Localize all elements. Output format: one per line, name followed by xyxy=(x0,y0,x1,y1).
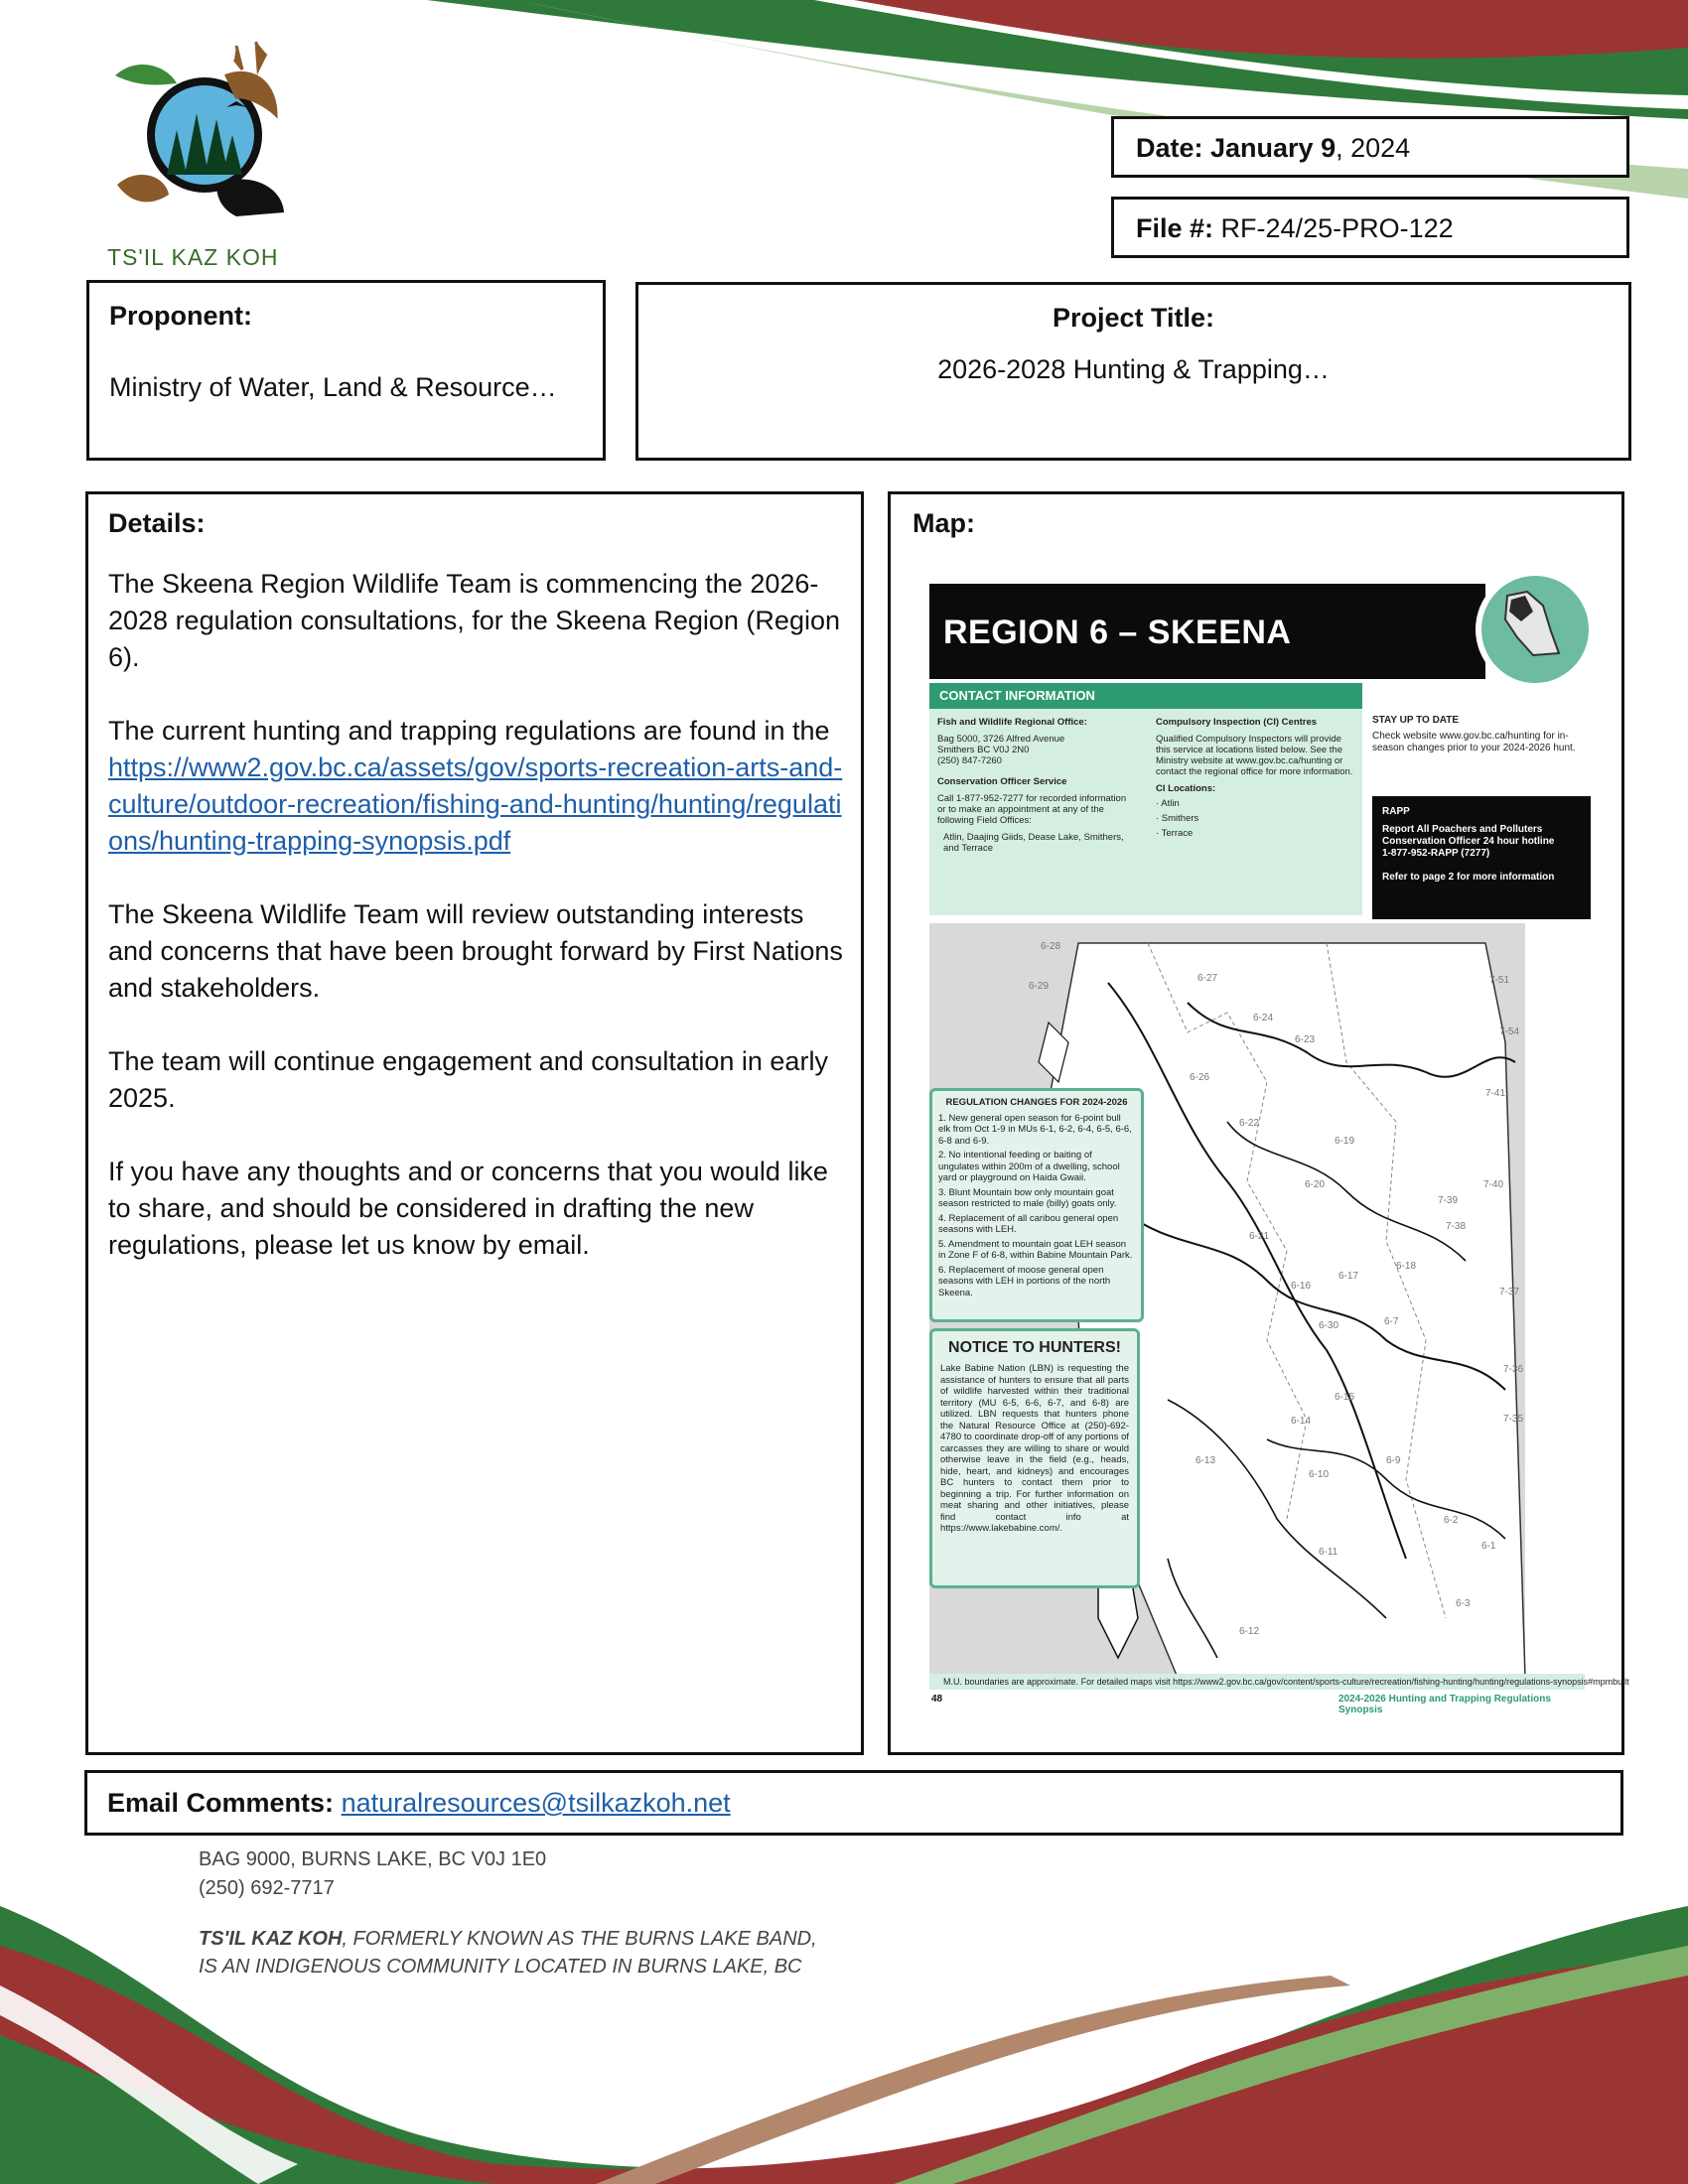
regulation-change-item: 1. New general open season for 6-point bull elk from Oct 1-9 in MUs 6-1, 6-2, 6-4, 6-5, 6-6, 6-8 and 6-9. xyxy=(938,1112,1132,1147)
stay-up-to-date xyxy=(1372,715,1585,754)
ci-location-2: · Smithers xyxy=(1156,813,1199,824)
mu-label: 6-11 xyxy=(1319,1547,1338,1558)
file-number: RF-24/25-PRO-122 xyxy=(1220,213,1454,243)
mu-label: 6-3 xyxy=(1456,1598,1471,1609)
mu-label: 6-27 xyxy=(1197,973,1218,984)
ci-location-1: · Atlin xyxy=(1156,798,1180,809)
map-footer-note xyxy=(929,1674,1629,1690)
mu-label: 7-37 xyxy=(1499,1287,1520,1297)
mu-label: 6-29 xyxy=(1029,981,1050,992)
map-title: REGION 6 – SKEENA xyxy=(943,614,1292,651)
footer-about-line-2: IS AN INDIGENOUS COMMUNITY LOCATED IN BURNS LAKE, BC xyxy=(199,1956,802,1978)
ci-title: Compulsory Inspection (CI) Centres xyxy=(1156,717,1318,728)
details-paragraph-5: If you have any thoughts and or concerns that you would like to share, and should be considered in drafting the new regulations, please let us know by email. xyxy=(108,1157,828,1260)
regulation-change-item: 3. Blunt Mountain bow only mountain goat season restricted to male (billy) goats only. xyxy=(938,1186,1117,1209)
organization-logo xyxy=(107,36,286,244)
mu-label: 6-7 xyxy=(1384,1316,1399,1327)
email-label: Email Comments: xyxy=(107,1788,335,1818)
contact-info-panel xyxy=(929,709,1362,915)
details-paragraph-2 xyxy=(108,713,843,860)
mu-label: 7-54 xyxy=(1499,1026,1520,1037)
regulation-change-item: 6. Replacement of moose general open seasons with LEH in portions of the north Skeena. xyxy=(938,1264,1111,1298)
details-paragraph-2-prefix: The current hunting and trapping regulations are found in the xyxy=(108,716,830,746)
footer-address: BAG 9000, BURNS LAKE, BC V0J 1E0 xyxy=(199,1848,547,1870)
mu-label: 6-14 xyxy=(1291,1416,1312,1427)
regulation-change-item: 5. Amendment to mountain goat LEH season in Zone F of 6-8, within Babine Mountain Park. xyxy=(938,1238,1133,1261)
project-box xyxy=(635,282,1631,461)
mu-label: 7-35 xyxy=(1503,1414,1524,1425)
mu-label: 7-41 xyxy=(1485,1088,1506,1099)
rapp-line-1: Report All Poachers and Polluters xyxy=(1382,824,1543,835)
mu-label: 6-12 xyxy=(1239,1626,1260,1637)
mu-label: 6-2 xyxy=(1444,1515,1459,1526)
details-box xyxy=(85,491,864,1755)
ci-location-3: · Terrace xyxy=(1156,828,1194,839)
mu-label: 6-19 xyxy=(1335,1136,1355,1147)
regulations-link[interactable]: https://www2.gov.bc.ca/assets/gov/sports-recreation-arts-and-culture/outdoor-recreation/fishing-and-hunting/hunting/regulations/hunting-trapping-synopsis.pdf xyxy=(108,752,843,856)
ci-text: Qualified Compulsory Inspectors will provide this service at locations listed below. See the Ministry website at www.gov.bc.ca/hunting or contact the regional office for more information. xyxy=(1156,734,1353,777)
mu-label: 6-23 xyxy=(1295,1034,1316,1045)
footer-about-rest: , FORMERLY KNOWN AS THE BURNS LAKE BAND, xyxy=(342,1928,817,1950)
project-value: 2026-2028 Hunting & Trapping… xyxy=(937,354,1330,384)
map-synopsis-title: 2024-2026 Hunting and Trapping Regulations Synopsis xyxy=(1338,1694,1551,1715)
mu-label: 6-10 xyxy=(1309,1469,1330,1480)
mu-label: 6-1 xyxy=(1481,1541,1496,1552)
details-paragraph-4: The team will continue engagement and consultation in early 2025. xyxy=(108,1046,828,1113)
mu-label: 6-17 xyxy=(1338,1271,1359,1282)
mu-label: 7-40 xyxy=(1483,1179,1504,1190)
stay-text: Check website www.gov.bc.ca/hunting for in-season changes prior to your 2024-2026 hunt. xyxy=(1372,731,1576,753)
footer-phone: (250) 692-7717 xyxy=(199,1877,335,1899)
office-phone: (250) 847-7260 xyxy=(937,755,1002,766)
details-paragraph-3: The Skeena Wildlife Team will review outstanding interests and concerns that have been brought forward by First Nations and stakeholders. xyxy=(108,899,843,1003)
mu-label: 6-21 xyxy=(1249,1231,1270,1242)
mu-label: 7-36 xyxy=(1503,1364,1524,1375)
mu-label: 7-39 xyxy=(1438,1195,1459,1206)
cos-title: Conservation Officer Service xyxy=(937,776,1067,787)
mu-label: 7-38 xyxy=(1446,1221,1467,1232)
notice-title: NOTICE TO HUNTERS! xyxy=(948,1339,1121,1356)
regulation-change-item: 2. No intentional feeding or baiting of ungulates within 200m of a dwelling, school yard or playground on Haida Gwaii. xyxy=(938,1150,1120,1183)
date-box xyxy=(1111,116,1629,178)
mu-label: 7-51 xyxy=(1489,975,1510,986)
notice-text: Lake Babine Nation (LBN) is requesting the assistance of hunters to ensure that all parts of wildlife harvested within their traditional territory (MU 6-5, 6-6, 6-7, and 6-8) are utilized. LBN requests that hunters phone the Natural Resource Office at (250)-692-4780 to coordinate drop-off of any portions of carcasses they are willing to share or would otherwise leave in the field (e.g., heads, hide, heart, and kidneys) and encourages BC hunters to contact them prior to beginning a trip. For further information on meat sharing and other initiatives, please find contact info at https://www.lakebabine.com/. xyxy=(940,1363,1129,1534)
mu-label: 6-16 xyxy=(1291,1281,1312,1292)
region-map-image xyxy=(929,584,1629,1715)
map-title-bar xyxy=(929,584,1485,679)
date-year: , 2024 xyxy=(1336,133,1411,163)
map-page-number: 48 xyxy=(931,1694,943,1705)
proponent-value: Ministry of Water, Land & Resource… xyxy=(109,372,557,402)
footer-swoosh xyxy=(0,1886,1688,2184)
map-footer-note-text: M.U. boundaries are approximate. For detailed maps visit https://www2.gov.bc.ca/gov/content/sports-culture/recreation/fishing-hunting/hunting/regulations-synopsis#mpmbuilt xyxy=(943,1677,1629,1687)
date-label: Date: January 9 xyxy=(1136,133,1336,163)
rapp-panel xyxy=(1372,796,1591,919)
cos-text: Call 1-877-952-7277 for recorded information or to make an appointment at any of the following Field Offices: xyxy=(937,793,1127,826)
proponent-label: Proponent: xyxy=(109,301,252,331)
rapp-line-4: Refer to page 2 for more information xyxy=(1382,872,1555,883)
regulation-changes-panel xyxy=(929,1088,1144,1322)
file-box xyxy=(1111,197,1629,258)
footer-about-org: TS'IL KAZ KOH xyxy=(199,1928,343,1950)
contact-info-header: CONTACT INFORMATION xyxy=(929,683,1362,709)
organization-name: TS'IL KAZ KOH xyxy=(107,244,279,270)
regulation-changes-title: REGULATION CHANGES FOR 2024-2026 xyxy=(945,1097,1128,1108)
ci-locations-title: CI Locations: xyxy=(1156,783,1216,794)
details-paragraph-1: The Skeena Region Wildlife Team is commencing the 2026-2028 regulation consultations, for the Skeena Region (Region 6). xyxy=(108,569,840,672)
office-address-1: Bag 5000, 3726 Alfred Avenue xyxy=(937,734,1065,745)
mu-label: 6-28 xyxy=(1041,941,1061,952)
notice-to-hunters-panel xyxy=(929,1328,1140,1588)
mu-label: 6-30 xyxy=(1319,1320,1339,1331)
mu-label: 6-22 xyxy=(1239,1118,1260,1129)
office-address-2: Smithers BC V0J 2N0 xyxy=(937,745,1030,755)
mu-label: 6-18 xyxy=(1396,1261,1417,1272)
mu-label: 6-9 xyxy=(1386,1455,1401,1466)
mu-label: 6-20 xyxy=(1305,1179,1326,1190)
mu-label: 6-24 xyxy=(1253,1013,1274,1024)
email-link[interactable]: naturalresources@tsilkazkoh.net xyxy=(341,1788,731,1818)
rapp-line-2: Conservation Officer 24 hour hotline xyxy=(1382,836,1555,847)
proponent-box xyxy=(86,280,606,461)
mu-label: 6-26 xyxy=(1190,1072,1210,1083)
details-body xyxy=(108,566,843,1300)
office-title: Fish and Wildlife Regional Office: xyxy=(937,717,1087,728)
mu-label: 6-13 xyxy=(1196,1455,1216,1466)
file-label: File #: xyxy=(1136,213,1214,243)
cos-offices: Atlin, Daajing Giids, Dease Lake, Smithers, and Terrace xyxy=(943,832,1124,854)
bc-locator-icon xyxy=(1476,570,1595,689)
regulation-change-item: 4. Replacement of all caribou general open seasons with LEH. xyxy=(938,1212,1119,1235)
rapp-title: RAPP xyxy=(1382,806,1410,817)
stay-title: STAY UP TO DATE xyxy=(1372,715,1460,726)
project-label: Project Title: xyxy=(1052,303,1215,333)
email-box xyxy=(84,1770,1623,1836)
map-label: Map: xyxy=(913,508,975,538)
mu-label: 6-15 xyxy=(1335,1392,1355,1403)
details-label: Details: xyxy=(108,508,206,538)
rapp-line-3: 1-877-952-RAPP (7277) xyxy=(1382,848,1490,859)
